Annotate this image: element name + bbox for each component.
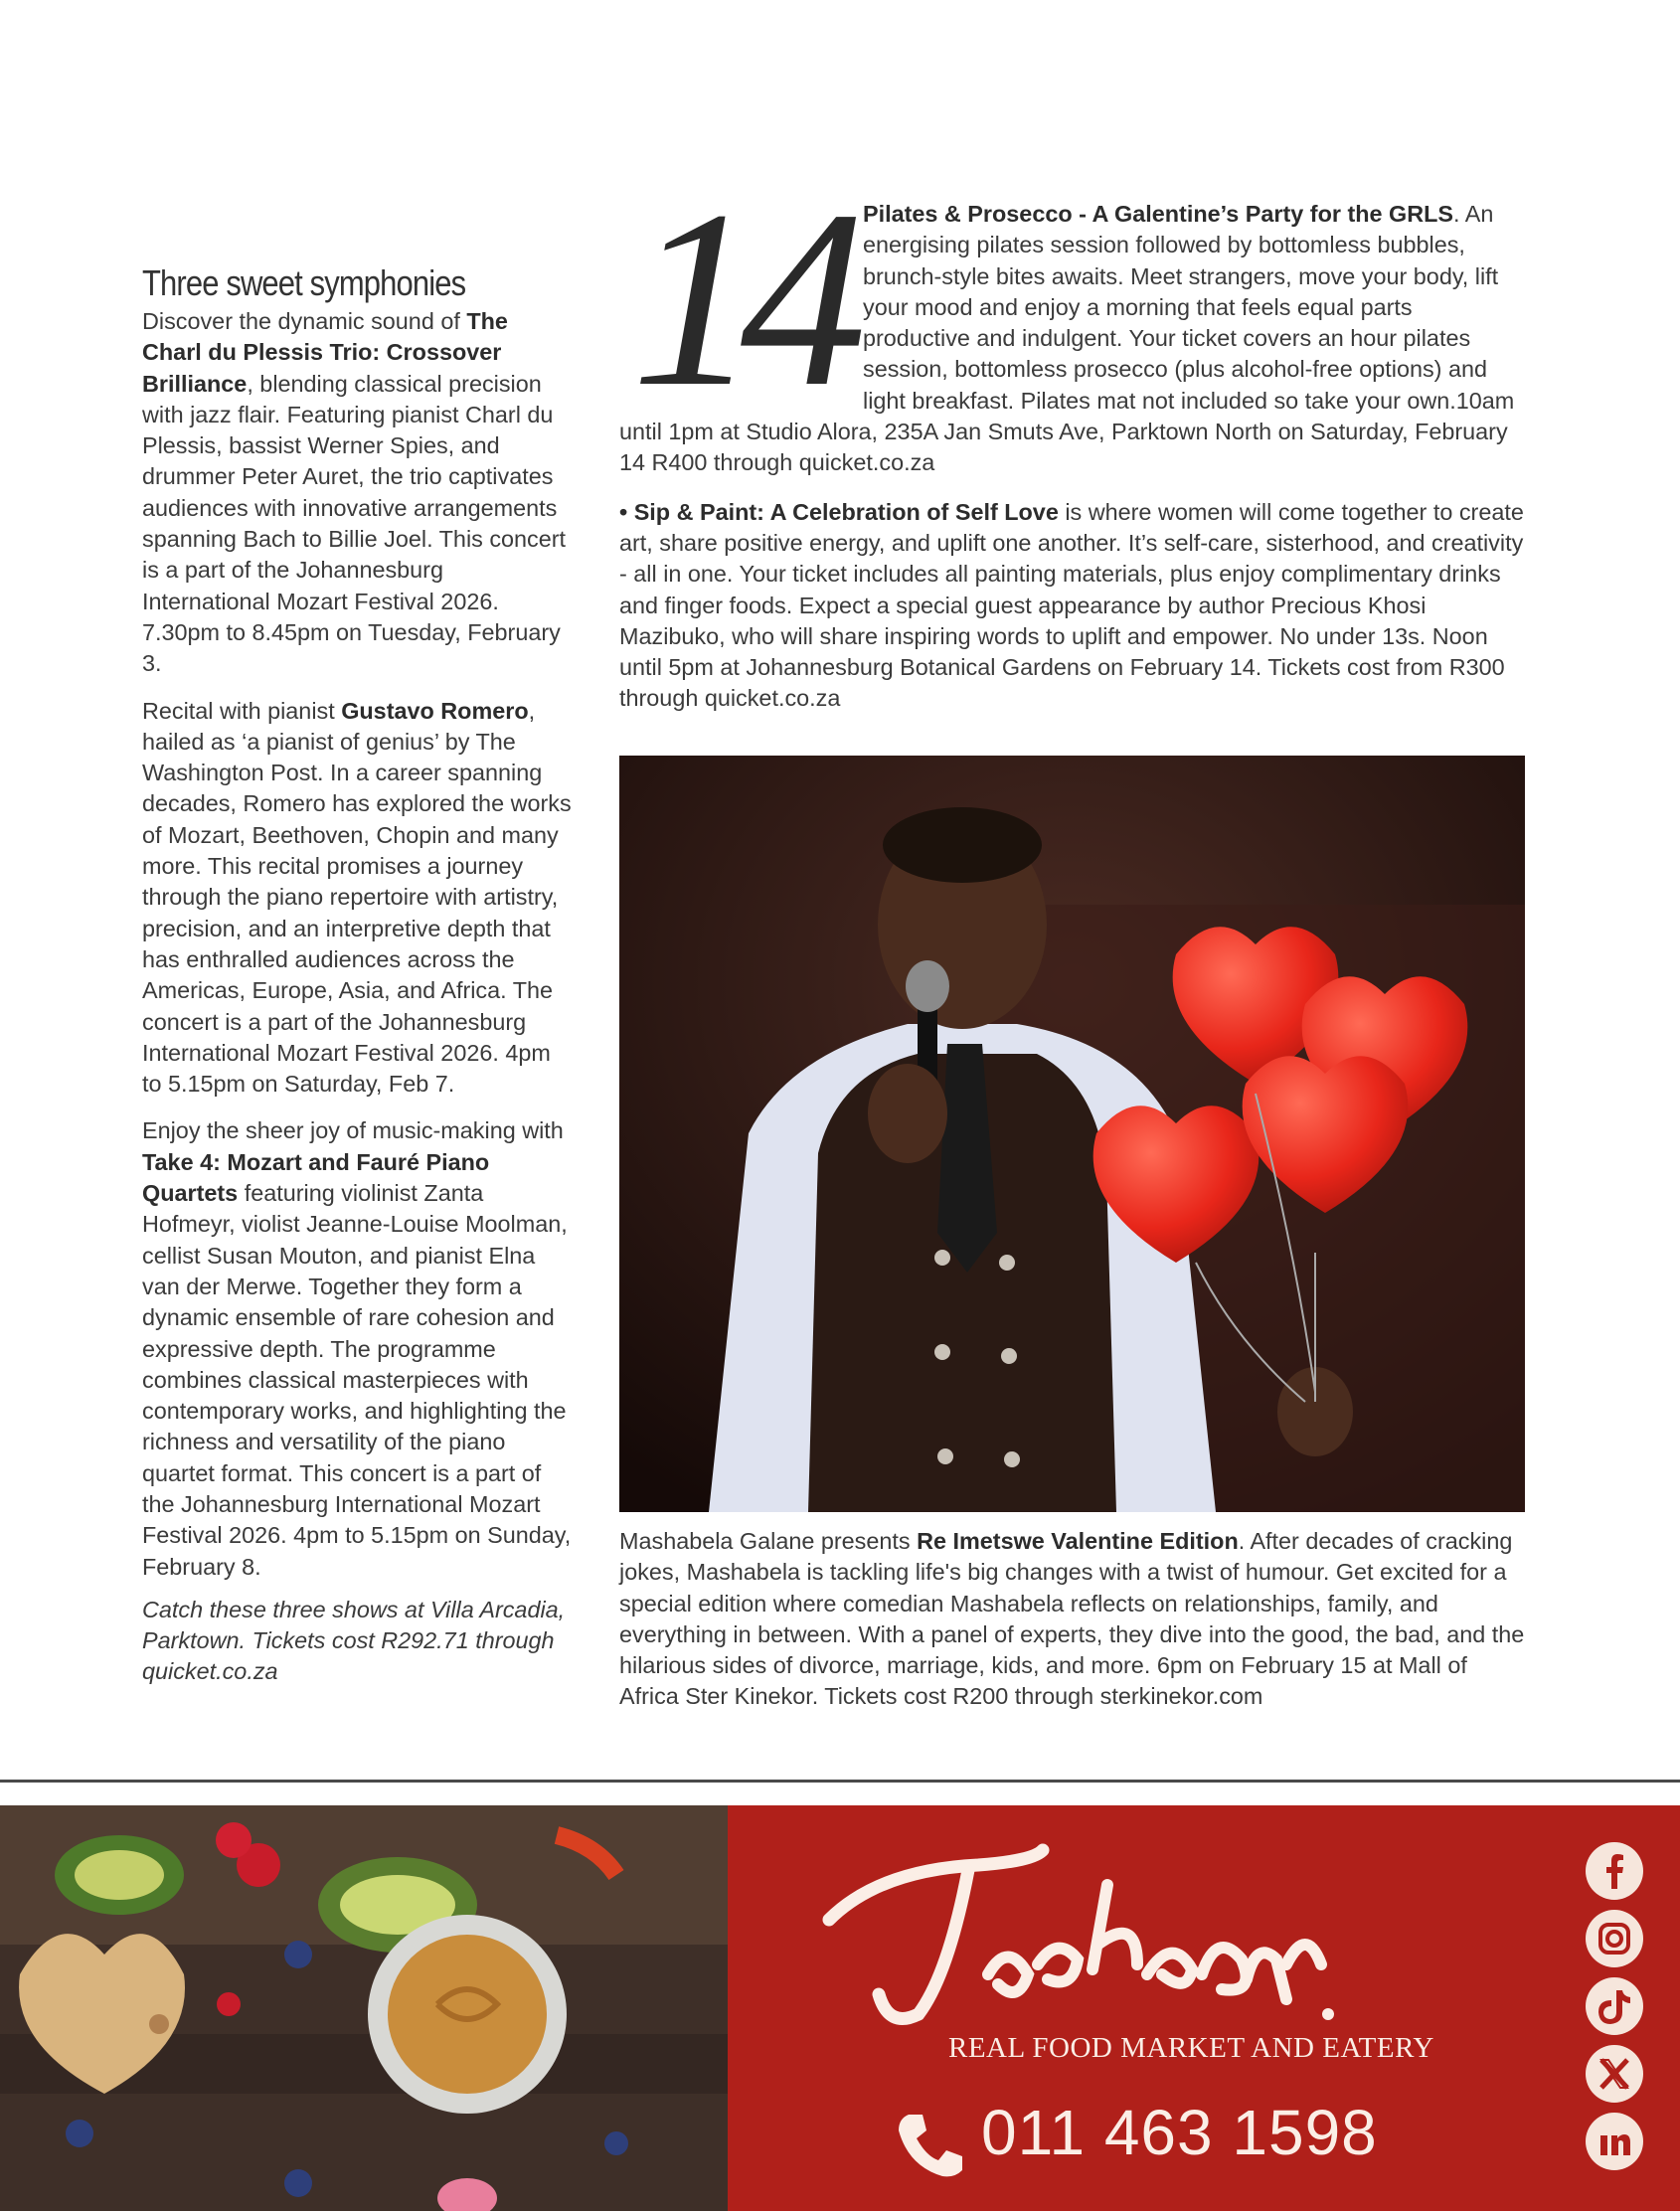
right-column — [619, 159, 1526, 733]
text: is where women will come together to create art, share positive energy, and uplift one another. It’s self-care, sisterhood, and creativity - all in one. Your ticket includes all painting materials, plus enjoy complimentary drinks and finger foods. Expect a special guest appearance by author Precious Khosi Mazibuko, who will share inspiring words to uplift and empower. No under 13s. Noon until 5pm at Johannesburg Botanical Gardens on February 14. Tickets cost from R300 through quicket.co.za — [619, 498, 1524, 712]
divider — [0, 1780, 1680, 1783]
facebook-icon[interactable] — [1585, 1841, 1644, 1901]
dropcap-number: 14 — [631, 159, 849, 439]
text: featuring violinist Zanta Hofmeyr, violist Jeanne-Louise Moolman, cellist Susan Mouton, and pianist Elna van der Merwe. Together they form a dynamic ensemble of rare cohesion and expressive depth. The programme combines classical masterpieces with contemporary works, and highlighting the richness and versatility of the piano quartet format. This concert is a part of the Johannesburg International Mozart Festival 2026. 4pm to 5.15pm on Sunday, February 8. — [142, 1180, 572, 1580]
ad-food-photo — [0, 1805, 728, 2211]
phone-icon — [895, 2109, 966, 2180]
paragraph-charl-du-plessis — [142, 306, 572, 680]
text: Enjoy the sheer joy of music-making with — [142, 1117, 564, 1144]
closing-note: Catch these three shows at Villa Arcadia, Parktown. Tickets cost R292.71 through quicket.co.za — [142, 1596, 566, 1685]
text: . After decades of cracking jokes, Mashabela is tackling life's big changes with a twist of humour. Get excited for a special edition where comedian Mashabela reflects on relationships, family, and everything in between. With a panel of experts, they dive into the good, the bad, and the hilarious sides of divorce, marriage, kids, and more. 6pm on February 15 at Mall of Africa Ster Kinekor. Tickets cost R200 through sterkinekor.com — [619, 1528, 1525, 1710]
section-heading: Three sweet symphonies — [142, 262, 466, 303]
jacksons-logo — [819, 1825, 1336, 2034]
text: , blending classical precision with jazz flair. Featuring pianist Charl du Plessis, bassist Werner Spies, and drummer Peter Auret, the trio captivates audiences with innovative arrangements spanning Bach to Billie Joel. This concert is a part of the Johannesburg International Mozart Festival 2026. 7.30pm to 8.45pm on Tuesday, February 3. — [142, 370, 567, 677]
event-title: Gustavo Romero — [341, 697, 529, 724]
instagram-icon[interactable] — [1585, 1909, 1644, 1968]
photo-caption — [619, 1526, 1526, 1713]
paragraph-sip-paint — [619, 497, 1526, 715]
tiktok-icon[interactable] — [1585, 1976, 1644, 2036]
paragraph-take-4 — [142, 1115, 572, 1582]
event-title: The Charl du Plessis Trio: Crossover Brilliance — [142, 308, 508, 397]
ad-banner — [728, 1805, 1680, 2211]
comedian-illustration — [619, 756, 1525, 1512]
text: , hailed as ‘a pianist of genius’ by The Washington Post. In a career spanning decades, Romero has explored the works of Mozart, Beethoven, Chopin and many more. This recital promises a journey through the piano repertoire with artistry, precision, and an interpretive depth that has enthralled audiences across the Americas, Europe, Asia, and Africa. The concert is a part of the Johannesburg International Mozart Festival 2026. 4pm to 5.15pm on Saturday, Feb 7. — [142, 697, 572, 1098]
linkedin-icon[interactable] — [1585, 2112, 1644, 2171]
x-icon[interactable] — [1585, 2044, 1644, 2104]
event-title: Re Imetswe Valentine Edition — [917, 1528, 1239, 1554]
text: Mashabela Galane presents — [619, 1528, 918, 1554]
text: Recital with pianist — [142, 697, 342, 724]
phone-number[interactable]: 011 463 1598 — [981, 2097, 1378, 2168]
left-column — [142, 260, 572, 1704]
event-title: • Sip & Paint: A Celebration of Self Love — [619, 498, 1059, 525]
paragraph-gustavo-romero — [142, 696, 572, 1101]
food-illustration — [0, 1805, 728, 2211]
text: Discover the dynamic sound of — [142, 308, 467, 334]
tagline: REAL FOOD MARKET AND EATERY — [948, 2032, 1434, 2064]
event-title: Take 4: Mozart and Fauré Piano Quartets — [142, 1148, 490, 1207]
event-title: Pilates & Prosecco - A Galentine’s Party for the GRLS — [863, 201, 1454, 227]
comedian-photo — [619, 756, 1525, 1512]
text: . An energising pilates session followed by bottomless bubbles, brunch-style bites awaits. Meet strangers, move your body, lift your mood and enjoy a morning that feels equal parts productive and indulgent. Your ticket covers an hour pilates session, bottomless prosecco (plus alcohol-free options) and light breakfast. Pilates mat not included so take your own.10am until 1pm at Studio Alora, 235A Jan Smuts Ave, Parktown North on Saturday, February 14 R400 through quicket.co.za — [619, 201, 1515, 476]
